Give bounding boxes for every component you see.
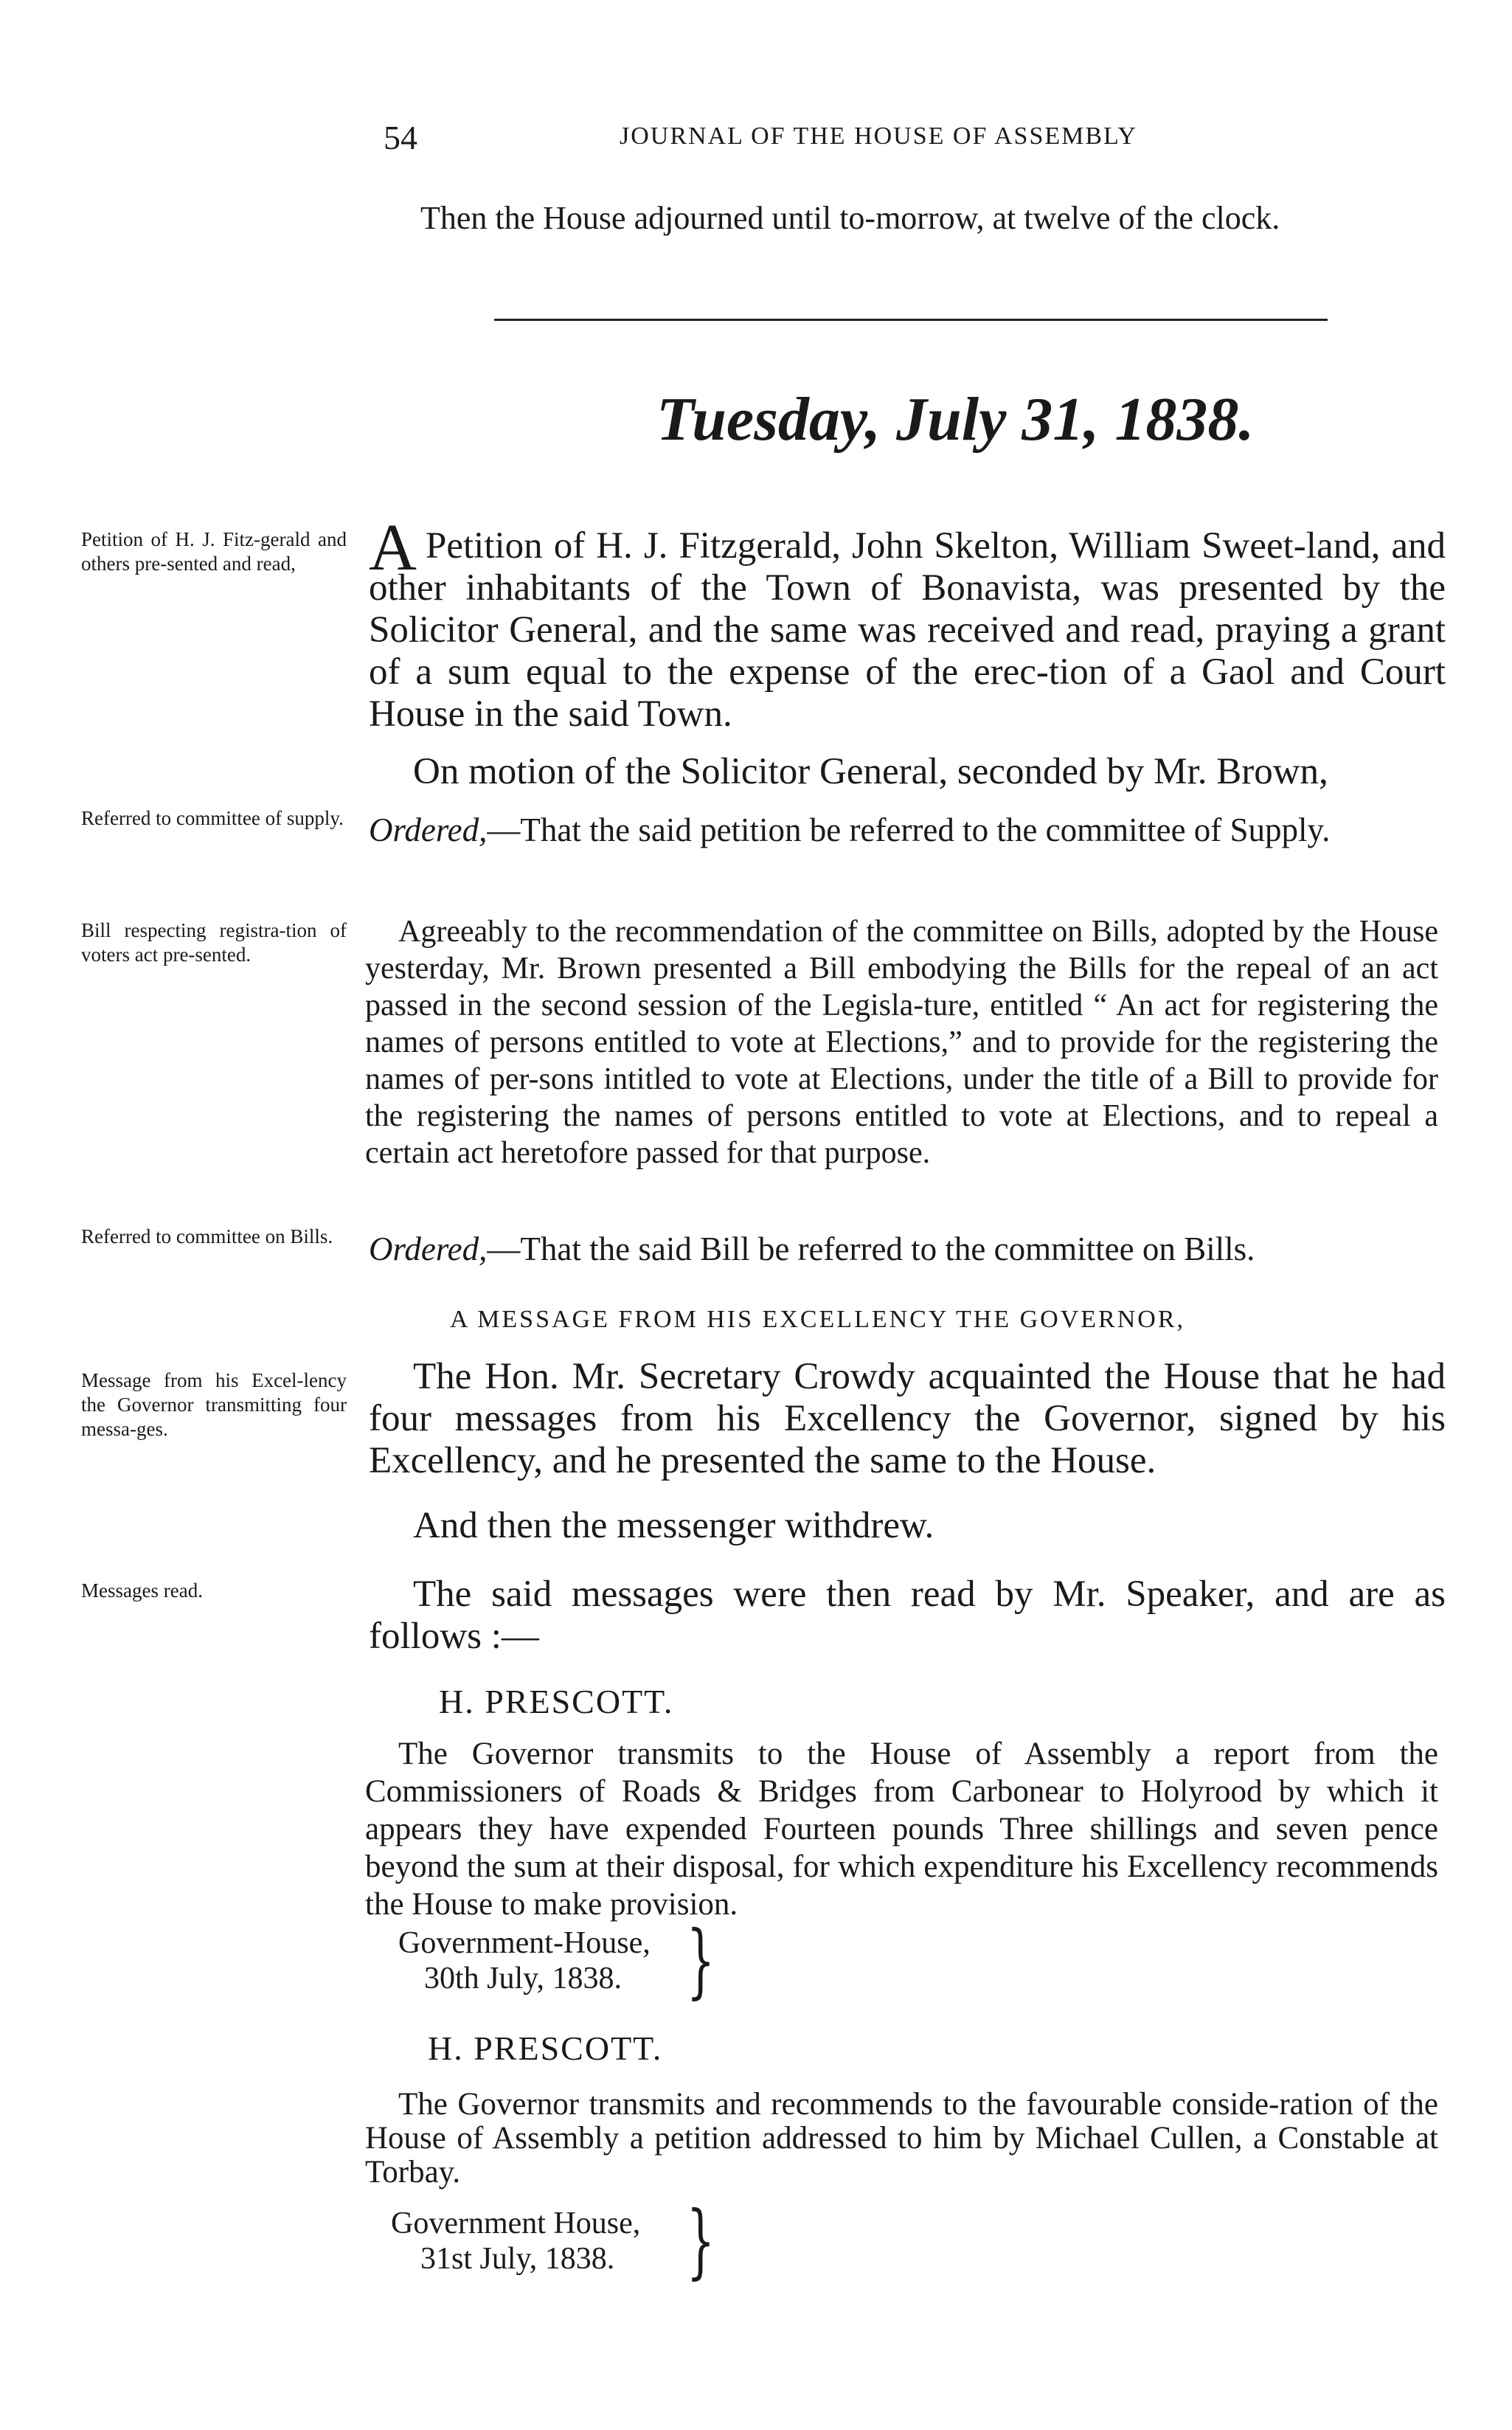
withdrew-paragraph: And then the messenger withdrew. bbox=[413, 1505, 934, 1546]
motion-paragraph: On motion of the Solicitor General, seconded by Mr. Brown, bbox=[413, 751, 1328, 792]
ordered-label: Ordered, bbox=[369, 811, 488, 848]
message-2-date: 31st July, 1838. bbox=[420, 2242, 615, 2276]
ordered-label: Ordered, bbox=[369, 1230, 488, 1267]
message-1-place: Government-House, bbox=[398, 1926, 651, 1960]
message-1-signature: H. PRESCOTT. bbox=[439, 1683, 674, 1720]
sitting-date: Tuesday, July 31, 1838. bbox=[656, 385, 1255, 454]
brace-icon: } bbox=[686, 2193, 715, 2288]
ordered-supply-paragraph bbox=[369, 809, 1446, 851]
margin-note-bill: Bill respecting registra-tion of voters act pre-sented. bbox=[81, 919, 347, 966]
ordered-supply-text: —That the said petition be referred to the committee of Supply. bbox=[487, 811, 1331, 848]
ordered-bills-paragraph bbox=[369, 1228, 1446, 1270]
brace-icon: } bbox=[686, 1913, 715, 2007]
margin-note-referred-bills: Referred to committee on Bills. bbox=[81, 1225, 333, 1247]
message-1-text: The Governor transmits to the House of Assembly a report from the Commissioners of Roads & Bridges from Carbonear to Holyrood by which it appears they have expended Fourteen pounds Three shillings and seven pence beyond the sum at their disposal, for which expenditure his Excellency recommends the House to make provision. bbox=[365, 1737, 1438, 1922]
adjournment-line: Then the House adjourned until to-morrow, at twelve of the clock. bbox=[420, 200, 1280, 236]
petition-text: Petition of H. J. Fitzgerald, John Skelton, William Sweet-land, and other inhabitants of the Town of Bonavista, was presented by the Solicitor General, and the same was received and read, praying a grant of a sum equal to the expense of the erec-tion of a Gaol and Court House in the said Town. bbox=[369, 525, 1446, 735]
drop-cap: A bbox=[369, 511, 417, 584]
section-divider bbox=[494, 319, 1328, 321]
margin-note-message: Message from his Excel-lency the Governor transmitting four messa-ges. bbox=[81, 1369, 347, 1440]
margin-note-messages-read: Messages read. bbox=[81, 1579, 203, 1602]
page-number: 54 bbox=[384, 119, 417, 156]
message-1-dateline bbox=[398, 1913, 715, 2007]
message-2-text: The Governor transmits and recommends to the favourable conside-ration of the House of Assembly a petition addressed to him by Michael Cullen, a Constable at Torbay. bbox=[365, 2087, 1438, 2190]
message-heading: A MESSAGE FROM HIS EXCELLENCY THE GOVERNOR, bbox=[450, 1306, 1185, 1333]
ordered-bills-text: —That the said Bill be referred to the committee on Bills. bbox=[487, 1230, 1255, 1267]
margin-note-petition: Petition of H. J. Fitz-gerald and others pre-sented and read, bbox=[81, 528, 347, 575]
page-header bbox=[384, 118, 1269, 162]
crowdy-paragraph: The Hon. Mr. Secretary Crowdy acquainted the House that he had four messages from his Excellency the Governor, signed by his Excellency, and he presented the same to the House. bbox=[369, 1356, 1446, 1481]
margin-note-referred-supply: Referred to committee of supply. bbox=[81, 807, 344, 829]
message-1-date: 30th July, 1838. bbox=[424, 1962, 622, 1995]
message-2-place: Government House, bbox=[391, 2206, 641, 2240]
message-2-dateline bbox=[391, 2193, 715, 2288]
running-title: JOURNAL OF THE HOUSE OF ASSEMBLY bbox=[620, 122, 1137, 150]
read-paragraph: The said messages were then read by Mr. Speaker, and are as follows :— bbox=[369, 1574, 1446, 1657]
bill-paragraph: Agreeably to the recommendation of the committee on Bills, adopted by the House yesterday, Mr. Brown presented a Bill embodying the Bills for the repeal of an act passed in the second session of the Legisla-ture, entitled “ An act for registering the names of persons entitled to vote at Elections,” and to provide for the registering the names of per-sons intitled to vote at Elections, under the title of a Bill to provide for the registering the names of persons entitled to vote at Elections, and to repeal a certain act heretofore passed for that purpose. bbox=[365, 915, 1438, 1170]
message-2-signature: H. PRESCOTT. bbox=[428, 2029, 663, 2067]
petition-paragraph bbox=[369, 511, 1446, 735]
